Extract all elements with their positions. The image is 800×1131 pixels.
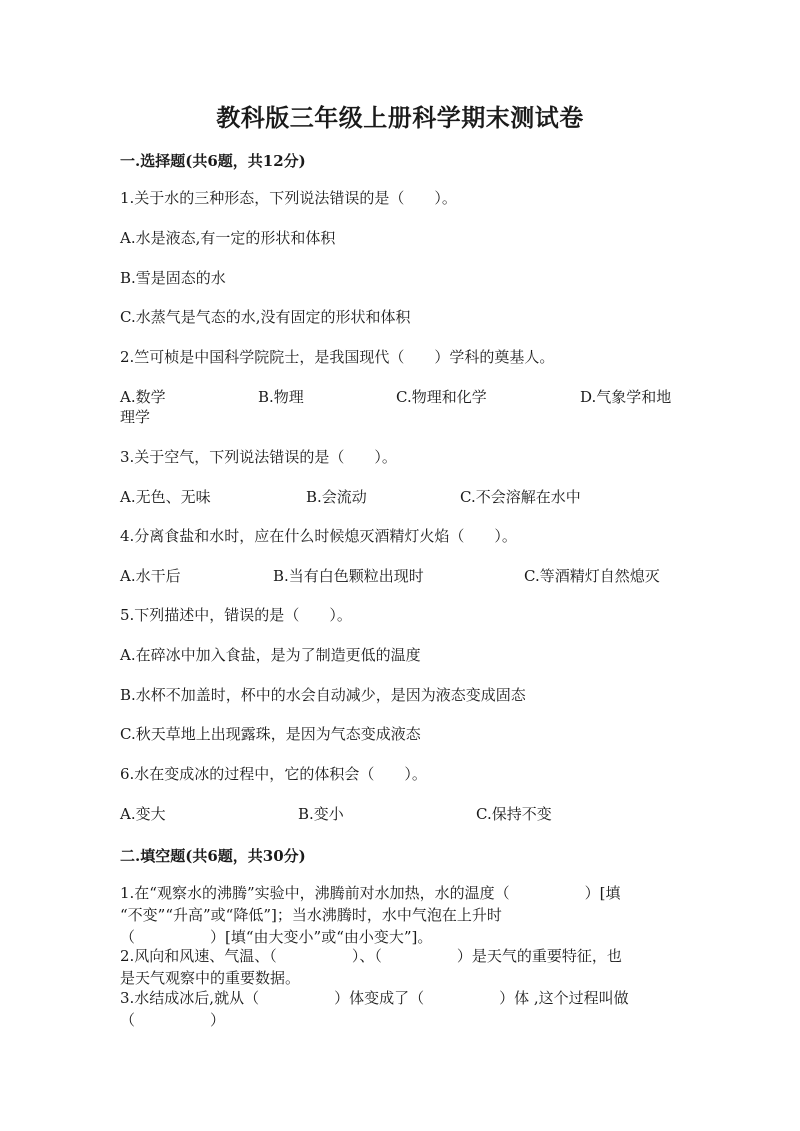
question-4-option-c: C.等酒精灯自然熄灭 <box>524 567 660 585</box>
page-title: 教科版三年级上册科学期末测试卷 <box>216 103 584 132</box>
question-3-option-c: C.不会溶解在水中 <box>460 488 581 506</box>
fill-question-1-line-2: “不变”“升高”或“降低”]；当水沸腾时，水中气泡在上升时 <box>120 906 502 924</box>
question-5-option-b: B.水杯不加盖时，杯中的水会自动减少，是因为液态变成固态 <box>120 686 526 704</box>
question-3-option-a: A.无色、无味 <box>120 488 211 506</box>
question-3-option-b: B.会流动 <box>306 488 367 506</box>
question-1-option-b: B.雪是固态的水 <box>120 269 226 287</box>
question-5-stem: 5.下列描述中，错误的是（ ）。 <box>120 606 352 624</box>
section-heading-choice: 一.选择题(共6题，共12分) <box>120 152 306 170</box>
fill-question-2-line-2: 是天气观察中的重要数据。 <box>120 969 301 987</box>
question-2-option-a: A.数学 <box>120 388 166 406</box>
question-6-option-c: C.保持不变 <box>476 805 552 823</box>
question-4-stem: 4.分离食盐和水时，应在什么时候熄灭酒精灯火焰（ ）。 <box>120 527 517 545</box>
question-2-option-d: D.气象学和地 <box>580 388 672 406</box>
question-2-option-b: B.物理 <box>258 388 304 406</box>
question-1-option-c: C.水蒸气是气态的水,没有固定的形状和体积 <box>120 308 411 326</box>
question-5-option-c: C.秋天草地上出现露珠，是因为气态变成液态 <box>120 725 421 743</box>
question-6-option-a: A.变大 <box>120 805 166 823</box>
question-6-option-b: B.变小 <box>298 805 344 823</box>
question-2-option-d-wrap: 理学 <box>120 408 151 426</box>
fill-question-1-line-1: 1.在“观察水的沸腾”实验中，沸腾前对水加热，水的温度（ ）[填 <box>120 884 621 902</box>
question-2-option-c: C.物理和化学 <box>396 388 487 406</box>
question-2-stem: 2.竺可桢是中国科学院院士，是我国现代（ ）学科的奠基人。 <box>120 348 555 366</box>
question-5-option-a: A.在碎冰中加入食盐，是为了制造更低的温度 <box>120 646 421 664</box>
fill-question-3-line-1: 3.水结成冰后,就从（ ）体变成了（ ）体 ,这个过程叫做 <box>120 989 629 1007</box>
question-1-option-a: A.水是液态,有一定的形状和体积 <box>120 229 336 247</box>
question-1-stem: 1.关于水的三种形态，下列说法错误的是（ ）。 <box>120 189 457 207</box>
fill-question-3-line-2: （ ） <box>120 1011 226 1029</box>
question-3-stem: 3.关于空气，下列说法错误的是（ ）。 <box>120 448 397 466</box>
fill-question-1-line-3: （ ）[填“由大变小”或“由小变大”]。 <box>120 928 433 946</box>
question-4-option-a: A.水干后 <box>120 567 181 585</box>
fill-question-2-line-1: 2.风向和风速、气温、（ ）、（ ）是天气的重要特征，也 <box>120 947 622 965</box>
question-6-stem: 6.水在变成冰的过程中，它的体积会（ ）。 <box>120 765 427 783</box>
question-4-option-b: B.当有白色颗粒出现时 <box>273 567 424 585</box>
section-heading-fill-blank: 二.填空题(共6题，共30分) <box>120 847 306 865</box>
